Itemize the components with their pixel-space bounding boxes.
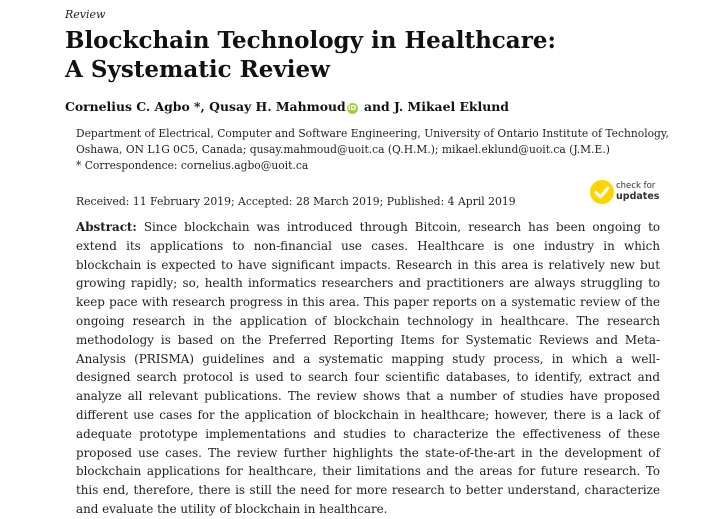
orcid-icon[interactable]: iD [348, 104, 357, 112]
paper-title-line-1: Blockchain Technology in Healthcare: [65, 27, 556, 54]
paper-title-line-2: A Systematic Review [65, 56, 330, 83]
author-list [65, 99, 509, 114]
affiliation-block [76, 126, 676, 174]
author-3: J. Mikael Eklund [394, 99, 509, 114]
abstract-text: Since blockchain was introduced through Bitcoin, research has been ongoing to extend its applications to non-financial use cases. Healthcare is one industry in which blockchain is expected to have significant impacts. Research in this area is relatively new but growing rapidly; so, health informatics researchers and practitioners are always struggling to keep pace with research progress in this area. This paper reports on a systematic review of the ongoing research in the application of blockchain technology in healthcare. The research methodology is based on the Preferred Reporting Items for Systematic Reviews and Meta-Analysis (PRISMA) guidelines and a systematic mapping study process, in which a well-designed search protocol is used to search four scientific databases, to identify, extract and analyze all relevant publications. The review shows that a number of studies have proposed different use cases for the application of blockchain in healthcare; however, there is a lack of adequate prototype implementations and studies to characterize the effectiveness of these proposed use cases. The review further highlights the state-of-the-art in the development of blockchain applications for healthcare, their limitations and the areas for future research. To this end, therefore, there is still the need for more research to better understand, characterize and evaluate the utility of blockchain in healthcare. [76, 220, 661, 516]
correspondence: * Correspondence: cornelius.agbo@uoit.ca [76, 159, 309, 172]
affiliation-line-1: Department of Electrical, Computer and Software Engineering, University of Ontario Institute of Technology, [76, 127, 669, 140]
author-2: Qusay H. Mahmoud [209, 99, 346, 114]
author-connector: and [363, 99, 390, 114]
abstract-label: Abstract: [76, 220, 137, 234]
paper-title [65, 26, 625, 84]
author-1: Cornelius C. Agbo *, [65, 99, 205, 114]
check-for-updates-badge[interactable] [590, 179, 660, 205]
check-updates-line-1: check for [616, 181, 656, 191]
affiliation-line-2: Oshawa, ON L1G 0C5, Canada; qusay.mahmoud@uoit.ca (Q.H.M.); mikael.eklund@uoit.ca (J.M.E.) [76, 143, 610, 156]
abstract [76, 218, 660, 519]
check-updates-icon [590, 180, 614, 204]
check-updates-line-2: updates [616, 191, 660, 202]
article-type: Review [65, 8, 106, 21]
publication-dates: Received: 11 February 2019; Accepted: 28 March 2019; Published: 4 April 2019 [76, 195, 516, 208]
